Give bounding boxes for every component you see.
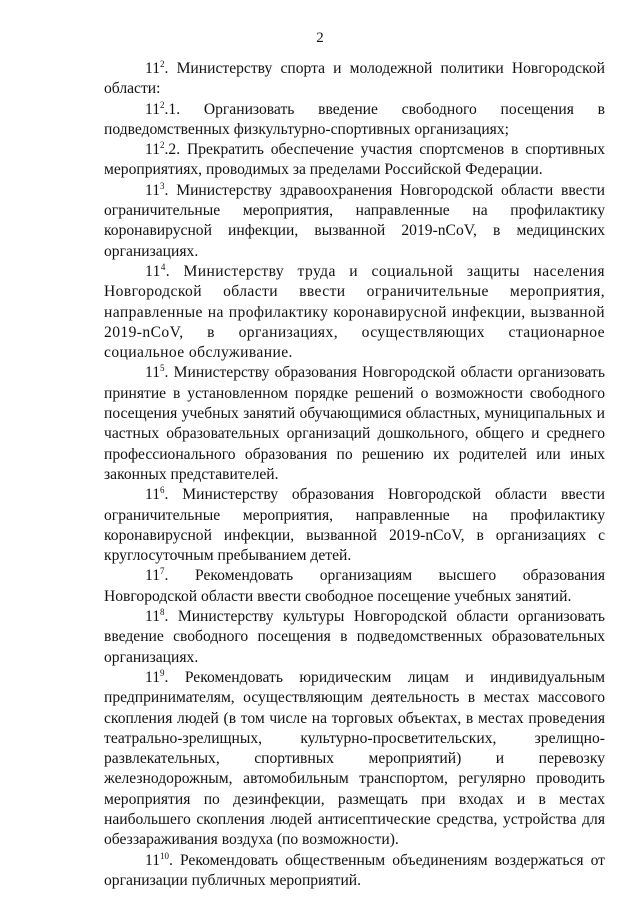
clause-superscript: 6 <box>160 485 165 496</box>
paragraph-11-3 <box>104 181 605 262</box>
clause-text: .1. Организовать введение свободного посещения в подведомственных физкультурно-спортивных организациях; <box>104 100 605 138</box>
clause-superscript: 10 <box>160 850 170 861</box>
paragraph-11-4 <box>104 262 605 363</box>
clause-number: 11 <box>145 100 161 118</box>
clause-superscript: 3 <box>160 180 165 191</box>
clause-number: 11 <box>145 851 161 869</box>
paragraph-11-6 <box>104 485 605 566</box>
clause-text: . Рекомендовать юридическим лицам и индивидуальным предпринимателям, осуществляющим деятельность в местах массового скопления людей (в том числе на торговых объектах, в местах проведения театрально-зрелищных, культурно-просветительских, зрелищно-развлекательных, спортивных мероприятий) и перевозку железнодорожным, автомобильным транспортом, регулярно проводить мероприятия по дезинфекции, размещать при входах и в местах наибольшего скопления людей антисептические средства, устройства для обеззараживания воздуха (по возможности). <box>104 668 605 849</box>
body-text <box>104 59 605 891</box>
paragraph-11-8 <box>104 607 605 668</box>
clause-text: . Рекомендовать организациям высшего образования Новгородской области ввести свободное посещение учебных занятий. <box>104 567 605 605</box>
clause-text: . Министерству образования Новгородской области ввести ограничительные мероприятия, направленные на профилактику коронавирусной инфекции, вызванной 2019-nCoV, в организациях с круглосуточным пребыванием детей. <box>104 486 605 565</box>
paragraph-11-9 <box>104 668 605 851</box>
paragraph-11-2-2 <box>104 140 605 181</box>
paragraph-11-5 <box>104 363 605 485</box>
clause-superscript: 2 <box>160 140 165 151</box>
clause-text: . Министерству культуры Новгородской области организовать введение свободного посещения в подведомственных образовательных организациях. <box>104 608 605 666</box>
clause-number: 11 <box>145 668 161 686</box>
clause-number: 11 <box>145 486 161 504</box>
page-number: 2 <box>316 30 324 46</box>
clause-superscript: 2 <box>160 99 165 110</box>
paragraph-11-2 <box>104 59 605 100</box>
paragraph-11-2-1 <box>104 100 605 141</box>
clause-number: 11 <box>145 364 161 382</box>
clause-superscript: 9 <box>160 667 165 678</box>
clause-number: 11 <box>145 567 161 585</box>
paragraph-11-7 <box>104 566 605 607</box>
clause-text: . Рекомендовать общественным объединениям воздержаться от организации публичных мероприятий. <box>104 851 605 889</box>
paragraph-11-10 <box>104 851 605 892</box>
clause-superscript: 5 <box>160 363 165 374</box>
clause-text: . Министерству спорта и молодежной политики Новгородской области: <box>104 60 605 98</box>
clause-text: .2. Прекратить обеспечение участия спортсменов в спортивных мероприятиях, проводимых за пределами Российской Федерации. <box>104 141 605 179</box>
clause-number: 11 <box>145 60 161 77</box>
clause-number: 11 <box>145 608 161 626</box>
clause-superscript: 2 <box>160 59 165 69</box>
clause-number: 11 <box>145 141 161 159</box>
clause-superscript: 4 <box>160 261 166 272</box>
clause-superscript: 7 <box>160 566 165 577</box>
clause-text: . Министерству образования Новгородской области организовать принятие в установленном порядке решений о возможности свободного посещения учебных занятий обучающимися областных, муниципальных и частных образовательных организаций дошкольного, общего и среднего профессионального образования по решению их родителей или иных законных представителей. <box>104 364 605 483</box>
clause-text: . Министерству труда и социальной защиты населения Новгородской области ввести ограничительные мероприятия, направленные на профилактику коронавирусной инфекции, вызванной 2019-nCoV, в организациях, осуществляющих стационарное социальное обслуживание. <box>104 262 605 362</box>
clause-text: . Министерству здравоохранения Новгородской области ввести ограничительные мероприятия, направленные на профилактику коронавирусной инфекции, вызванной 2019-nCoV, в медицинских организациях. <box>104 181 605 260</box>
clause-superscript: 8 <box>160 607 165 618</box>
clause-number: 11 <box>145 262 161 280</box>
clause-number: 11 <box>145 181 161 199</box>
